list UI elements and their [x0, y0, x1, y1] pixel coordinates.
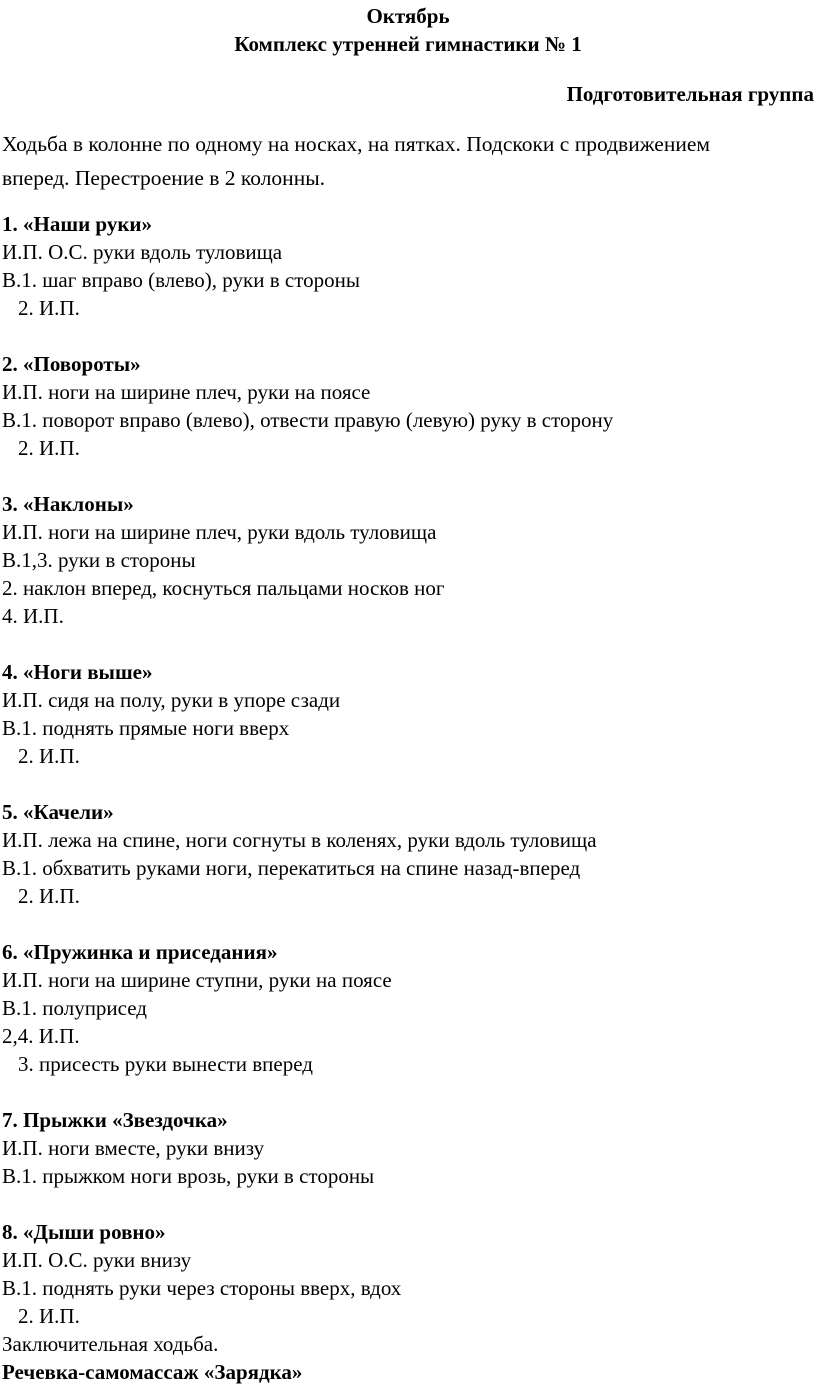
- exercise-5-title: 5. «Качели»: [2, 800, 114, 824]
- exercise-1-line: 2. И.П.: [18, 296, 80, 320]
- exercise-3-line: 2. наклон вперед, коснуться пальцами носков ног: [2, 576, 445, 600]
- rhyme-title: Речевка-самомассаж «Зарядка»: [2, 1360, 303, 1384]
- exercise-7-line: В.1. прыжком ноги врозь, руки в стороны: [2, 1164, 375, 1188]
- exercise-6-line: 3. присесть руки вынести вперед: [18, 1052, 313, 1076]
- exercise-3-line: В.1,3. руки в стороны: [2, 548, 196, 572]
- exercise-6-line: 2,4. И.П.: [2, 1024, 80, 1048]
- exercise-7-title: 7. Прыжки «Звездочка»: [2, 1108, 228, 1132]
- exercise-3-title: 3. «Наклоны»: [2, 492, 134, 516]
- exercise-2-title: 2. «Повороты»: [2, 352, 141, 376]
- exercise-2-line: И.П. ноги на ширине плеч, руки на поясе: [2, 380, 371, 404]
- exercise-5-line: И.П. лежа на спине, ноги согнуты в коленях, руки вдоль туловища: [2, 828, 597, 852]
- exercise-7-line: И.П. ноги вместе, руки внизу: [2, 1136, 265, 1160]
- exercise-8-title: 8. «Дыши ровно»: [2, 1220, 166, 1244]
- exercise-1-line: И.П. О.С. руки вдоль туловища: [2, 240, 283, 264]
- exercise-6-line: И.П. ноги на ширине ступни, руки на поясе: [2, 968, 392, 992]
- exercise-8-line: И.П. О.С. руки внизу: [2, 1248, 192, 1272]
- exercise-5-line: 2. И.П.: [18, 884, 80, 908]
- exercise-8-line: 2. И.П.: [18, 1304, 80, 1328]
- document-title: Комплекс утренней гимнастики № 1: [234, 32, 582, 56]
- exercise-6-title: 6. «Пружинка и приседания»: [2, 940, 278, 964]
- exercise-2-line: В.1. поворот вправо (влево), отвести правую (левую) руку в сторону: [2, 408, 614, 432]
- exercise-4-title: 4. «Ноги выше»: [2, 660, 153, 684]
- intro-line-2: вперед. Перестроение в 2 колонны.: [2, 166, 326, 190]
- month-heading: Октябрь: [366, 4, 450, 28]
- exercise-4-line: В.1. поднять прямые ноги вверх: [2, 716, 290, 740]
- exercise-3-line: 4. И.П.: [2, 604, 64, 628]
- closing-walk: Заключительная ходьба.: [2, 1332, 219, 1356]
- exercise-5-line: В.1. обхватить руками ноги, перекатиться на спине назад-вперед: [2, 856, 581, 880]
- exercise-3-line: И.П. ноги на ширине плеч, руки вдоль туловища: [2, 520, 437, 544]
- exercise-8-line: В.1. поднять руки через стороны вверх, вдох: [2, 1276, 402, 1300]
- exercise-2-line: 2. И.П.: [18, 436, 80, 460]
- exercise-4-line: И.П. сидя на полу, руки в упоре сзади: [2, 688, 341, 712]
- intro-line-1: Ходьба в колонне по одному на носках, на пятках. Подскоки с продвижением: [2, 132, 710, 156]
- exercise-6-line: В.1. полуприсед: [2, 996, 147, 1020]
- exercise-4-line: 2. И.П.: [18, 744, 80, 768]
- exercise-1-line: В.1. шаг вправо (влево), руки в стороны: [2, 268, 360, 292]
- group-label: Подготовительная группа: [566, 82, 814, 106]
- exercise-1-title: 1. «Наши руки»: [2, 212, 153, 236]
